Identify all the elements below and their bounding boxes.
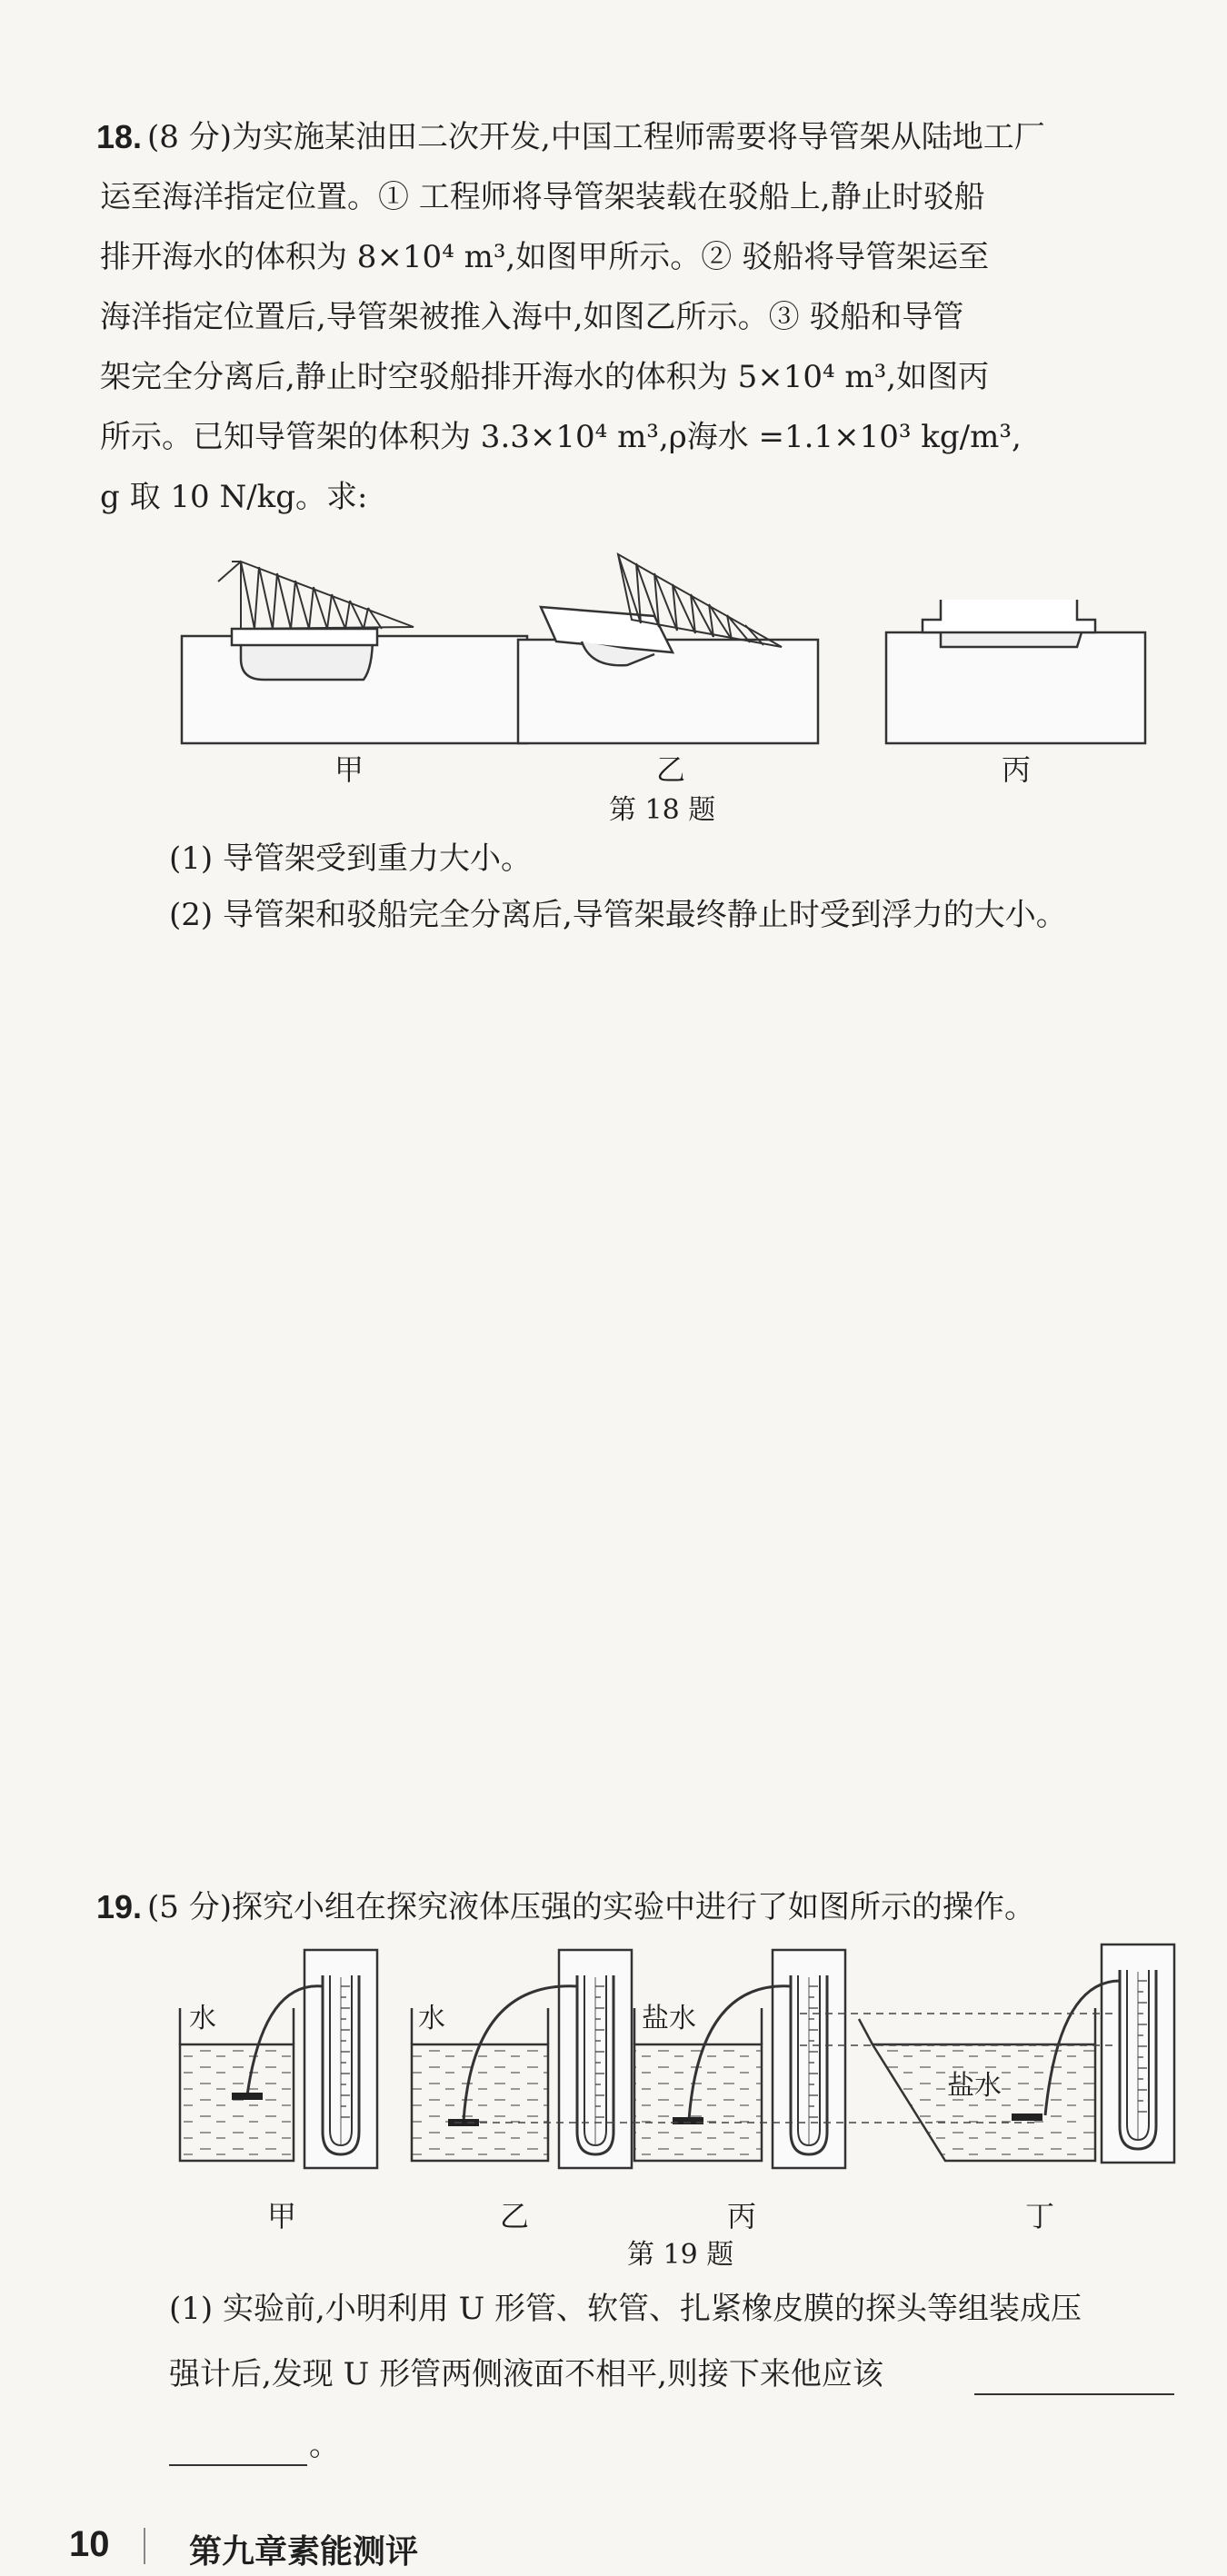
figure-18-bing <box>886 600 1145 743</box>
figure-label: 甲 <box>267 2199 297 2233</box>
page-number: 10 <box>69 2524 110 2564</box>
figure-18-yi <box>518 554 818 743</box>
subquestion-1-line: (1) 实验前,小明利用 U 形管、软管、扎紧橡皮膜的探头等组装成压 <box>169 2291 1082 2327</box>
liquid-label: 水 <box>418 2003 445 2034</box>
figure-19-jia <box>180 1950 377 2168</box>
footer-divider <box>144 2528 145 2564</box>
liquid-label: 盐水 <box>642 2003 696 2034</box>
figure-label: 乙 <box>500 2199 530 2233</box>
figure-label: 甲 <box>334 752 364 787</box>
question-text-line: 架完全分离后,静止时空驳船排开海水的体积为 5×10⁴ m³,如图丙 <box>100 359 990 395</box>
question-text-line: (5 分)探究小组在探究液体压强的实验中进行了如图所示的操作。 <box>147 1889 1035 1925</box>
subquestion-1-line: 强计后,发现 U 形管两侧液面不相平,则接下来他应该 <box>169 2356 883 2392</box>
figure-label: 丁 <box>1025 2199 1055 2233</box>
figure-label: 乙 <box>656 752 686 787</box>
question-text-line: 所示。已知导管架的体积为 3.3×10⁴ m³,ρ海水 =1.1×10³ kg/m³, <box>100 419 1022 455</box>
question-text-line: 运至海洋指定位置。① 工程师将导管架装载在驳船上,静止时驳船 <box>100 179 985 215</box>
figure-19-bing <box>634 1950 845 2168</box>
question-number: 18. <box>96 118 143 155</box>
figure-caption: 第 19 题 <box>627 2239 734 2271</box>
question-18 <box>96 107 1172 527</box>
question-text-line: 海洋指定位置后,导管架被推入海中,如图乙所示。③ 驳船和导管 <box>100 299 964 335</box>
figure-label: 丙 <box>727 2199 757 2233</box>
subquestion-1: (1) 导管架受到重力大小。 <box>169 840 532 877</box>
liquid-label: 盐水 <box>947 2070 1002 2102</box>
answer-blank[interactable] <box>974 2352 1174 2395</box>
figure-caption: 第 18 题 <box>609 794 716 826</box>
question-number: 19. <box>96 1888 143 1925</box>
question-19 <box>96 1877 1172 1937</box>
subquestion-2: (2) 导管架和驳船完全分离后,导管架最终静止时受到浮力的大小。 <box>169 897 1067 933</box>
question-text-line: 排开海水的体积为 8×10⁴ m³,如图甲所示。② 驳船将导管架运至 <box>100 239 990 275</box>
figure-18 <box>0 545 1227 818</box>
figure-19 <box>0 1944 1227 2181</box>
liquid-label: 水 <box>189 2003 216 2034</box>
sentence-end: 。 <box>309 2427 340 2463</box>
figure-19-yi <box>412 1950 632 2168</box>
figure-label: 丙 <box>1002 752 1032 787</box>
figure-19-ding <box>859 1944 1174 2163</box>
figure-18-jia <box>182 562 527 743</box>
answer-blank-continued[interactable] <box>169 2428 307 2466</box>
question-text-line: (8 分)为实施某油田二次开发,中国工程师需要将导管架从陆地工厂 <box>147 119 1045 155</box>
question-text-line: g 取 10 N/kg。求: <box>100 479 368 515</box>
chapter-title: 第九章素能测评 <box>189 2533 419 2571</box>
